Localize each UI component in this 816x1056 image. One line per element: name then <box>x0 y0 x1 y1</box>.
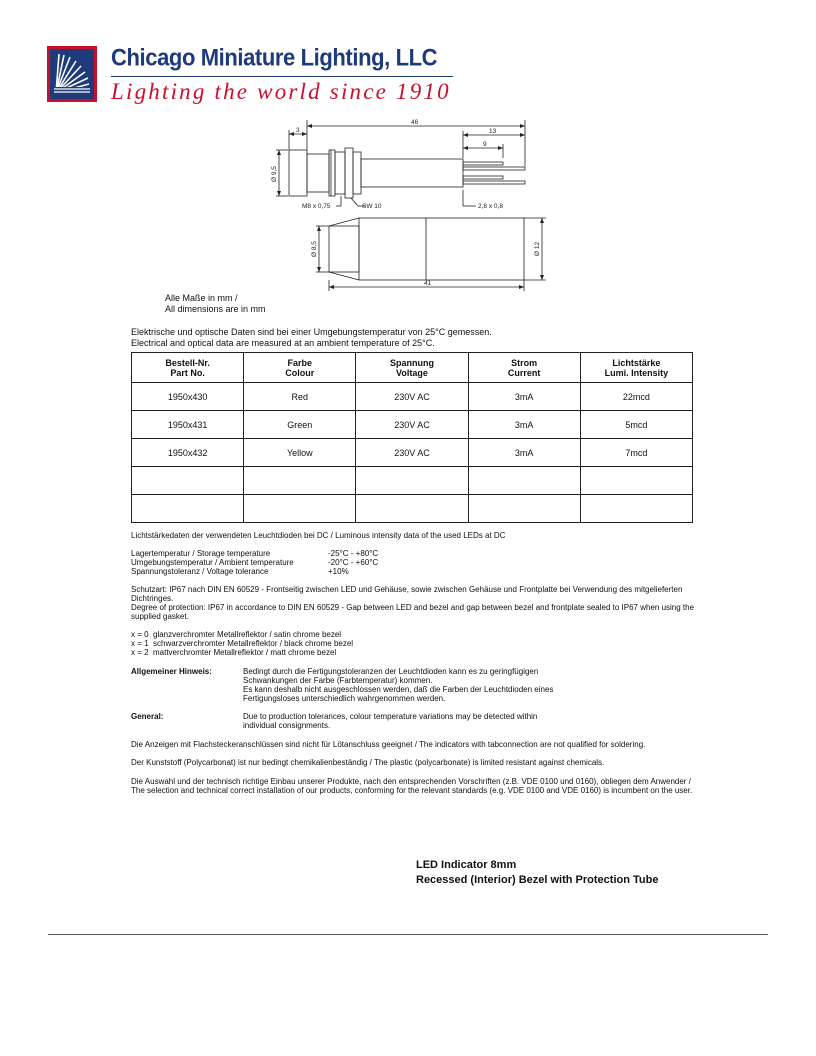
dim-diameter-12: Ø 12 <box>534 241 541 256</box>
spec-value: -25°C - +80°C <box>328 549 379 558</box>
dim-46: 46 <box>411 119 419 126</box>
product-title: LED Indicator 8mm <box>416 859 517 871</box>
installation-note: Die Auswahl und der technisch richtige Einbau unserer Produkte, nach den entsprechenden Vorschriften (z.B. VDE 0100 und 0160), obliegen dem Anwender / <box>131 777 691 786</box>
finish-key: x = 2 <box>131 648 149 657</box>
cell-current: 3mA <box>468 411 580 439</box>
finish-key: x = 1 <box>131 639 149 648</box>
dim-13: 13 <box>489 128 497 135</box>
spec-value: +10% <box>328 567 349 576</box>
table-row-empty <box>132 495 693 523</box>
header-colour: Farbe Colour <box>244 353 356 383</box>
table-row <box>132 439 693 467</box>
dim-thread: M8 x 0,75 <box>302 203 331 210</box>
dim-pin-size: 2,8 x 0,8 <box>478 203 503 210</box>
technical-drawing <box>0 0 816 320</box>
spec-value: -20°C - +60°C <box>328 558 379 567</box>
cell-part-no: 1950x430 <box>132 383 244 411</box>
protection-line: Dichtringes. <box>131 594 174 603</box>
dim-diameter-8-5: Ø 8,5 <box>311 241 318 257</box>
conditions-en: Electrical and optical data are measured at an ambient temperature of 25°C. <box>131 338 435 348</box>
header-voltage: Spannung Voltage <box>356 353 468 383</box>
soldering-note: Die Anzeigen mit Flachsteckeranschlüssen sind nicht für Lötanschluss geeignet / The indicators with tabconnection are not qualified for soldering. <box>131 740 646 749</box>
cell-intensity: 5mcd <box>580 411 692 439</box>
finish-text: mattverchromter Metallreflektor / matt chrome bezel <box>153 648 337 657</box>
company-tagline: Lighting the world since 1910 <box>111 79 451 104</box>
cell-intensity: 22mcd <box>580 383 692 411</box>
cell-colour: Red <box>244 383 356 411</box>
finish-text: glanzverchromter Metallreflektor / satin chrome bezel <box>153 630 342 639</box>
cell-colour: Yellow <box>244 439 356 467</box>
general-note-line-en: Due to production tolerances, colour temperature variations may be detected within <box>243 712 538 721</box>
protection-line: Degree of protection: IP67 in accordance to DIN EN 60529 - Gap between LED and bezel and gap between bezel and frontplate sealed to IP67 when using the <box>131 603 695 612</box>
cell-part-no: 1950x432 <box>132 439 244 467</box>
product-subtitle: Recessed (Interior) Bezel with Protection Tube <box>416 874 659 886</box>
table-row <box>132 383 693 411</box>
general-note-line-de: Es kann deshalb nicht ausgeschlossen werden, daß die Farben der Leuchtdioden eines <box>243 685 554 694</box>
cell-current: 3mA <box>468 383 580 411</box>
finish-key: x = 0 <box>131 630 149 639</box>
general-note-line-de: Bedingt durch die Fertigungstoleranzen der Leuchtdioden kann es zu geringfügigen <box>243 667 539 676</box>
spec-label: Umgebungstemperatur / Ambient temperature <box>131 558 294 567</box>
units-note-de: Alle Maße in mm / <box>165 293 238 303</box>
cell-voltage: 230V AC <box>356 411 468 439</box>
general-note-line-de: Schwankungen der Farbe (Farbtemperatur) kommen. <box>243 676 433 685</box>
footer-divider <box>48 934 768 935</box>
protection-line: Schutzart: IP67 nach DIN EN 60529 - Frontseitig zwischen LED und Gehäuse, sowie zwischen Gehäuse und Frontplatte bei Verwendung des mitgelieferten <box>131 585 683 594</box>
product-title-block <box>416 858 658 888</box>
dim-41: 41 <box>424 280 432 287</box>
installation-note: The selection and technical correct installation of our products, conforming for the relevant standards (e.g. VDE 0100 and VDE 0160) is incumbent on the user. <box>131 786 693 795</box>
cell-voltage: 230V AC <box>356 439 468 467</box>
company-name: Chicago Miniature Lighting, LLC <box>111 44 438 71</box>
header-part-no: Bestell-Nr. Part No. <box>132 353 244 383</box>
general-note-label-en: General: <box>131 712 164 721</box>
dim-diameter-9-5: Ø 9,5 <box>271 166 278 182</box>
cell-part-no: 1950x431 <box>132 411 244 439</box>
cell-colour: Green <box>244 411 356 439</box>
header-current: Strom Current <box>468 353 580 383</box>
plastic-note: Der Kunststoff (Polycarbonat) ist nur bedingt chemikalienbeständig / The plastic (polycarbonate) is limited resistant against chemicals. <box>131 758 605 767</box>
general-note-line-en: individual consignments. <box>243 721 331 730</box>
header-intensity: Lichtstärke Lumi. Intensity <box>580 353 692 383</box>
luminous-note: Lichtstärkedaten der verwendeten Leuchtdioden bei DC / Luminous intensity data of the used LEDs at DC <box>131 531 506 540</box>
spec-table <box>131 352 693 523</box>
dim-3: 3 <box>296 127 300 134</box>
spec-label: Spannungstoleranz / Voltage tolerance <box>131 567 269 576</box>
dim-wrench-size: SW 10 <box>362 203 382 210</box>
finish-text: schwarzverchromter Metallreflektor / black chrome bezel <box>153 639 354 648</box>
dim-9: 9 <box>483 141 487 148</box>
table-header-row <box>132 353 693 383</box>
table-row <box>132 411 693 439</box>
cell-intensity: 7mcd <box>580 439 692 467</box>
table-row-empty <box>132 467 693 495</box>
conditions-de: Elektrische und optische Daten sind bei einer Umgebungstemperatur von 25°C gemessen. <box>131 327 492 337</box>
protection-line: supplied gasket. <box>131 612 189 621</box>
cell-voltage: 230V AC <box>356 383 468 411</box>
general-note-label-de: Allgemeiner Hinweis: <box>131 667 212 676</box>
general-note-line-de: Fertigungsloses unterschiedlich wahrgenommen werden. <box>243 694 446 703</box>
cell-current: 3mA <box>468 439 580 467</box>
units-note-en: All dimensions are in mm <box>165 304 266 314</box>
spec-label: Lagertemperatur / Storage temperature <box>131 549 271 558</box>
